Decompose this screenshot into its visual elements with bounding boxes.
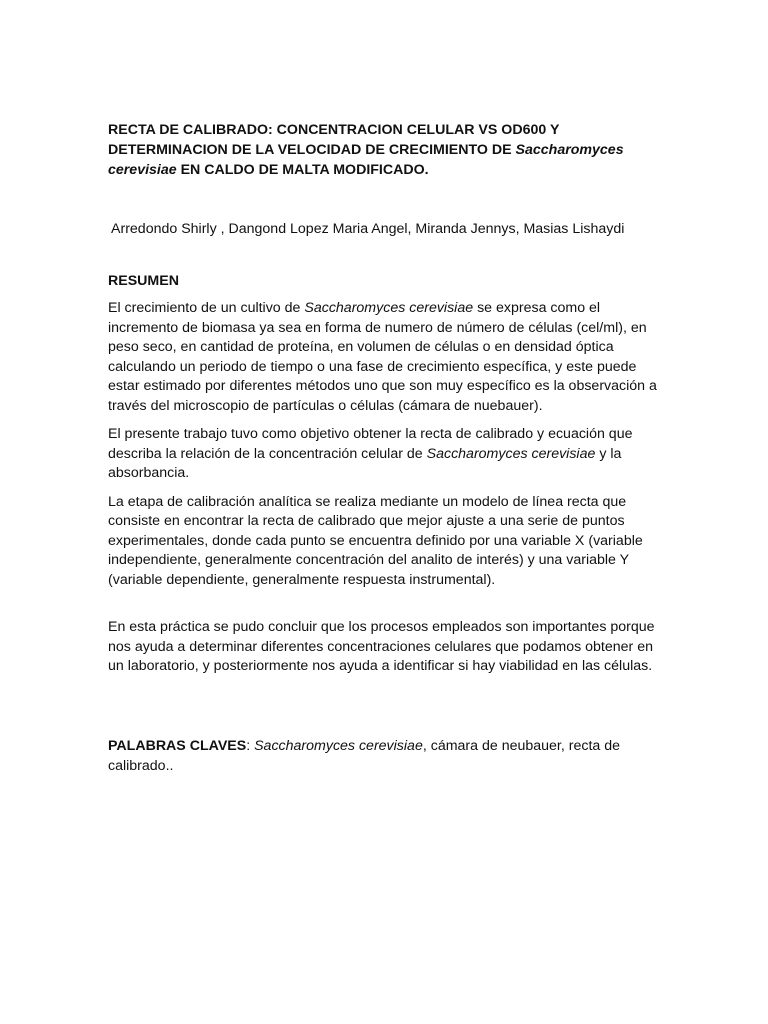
keywords-label: PALABRAS CLAVES <box>108 737 247 754</box>
keywords-species: Saccharomyces cerevisiae <box>254 737 423 754</box>
keywords-rest: , cámara de neubauer, recta de calibrado.. <box>108 737 621 774</box>
abstract-paragraph-2 <box>108 425 660 484</box>
abstract-p1-after: se expresa como el incremento de biomasa ya sea en forma de numero de número de células (cel/ml), en peso seco, en cantidad de proteína, en volumen de células o en densidad óptica calculando un periodo de tiempo o una fase de crecimiento específica, y este puede estar estimado por diferentes métodos uno que son muy específico es la observación a través del microscopio de partículas o células (cámara de nuebauer). <box>108 300 657 414</box>
title-species-name: Saccharomyces cerevisiae <box>108 142 624 178</box>
abstract-heading: RESUMEN <box>108 273 179 289</box>
document-page <box>108 120 660 776</box>
keywords-separator: : <box>246 737 255 754</box>
keywords-paragraph <box>108 736 660 776</box>
title-text-part1: RECTA DE CALIBRADO: CONCENTRACION CELULAR VS OD600 Y DETERMINACION DE LA VELOCIDAD DE CRECIMIENTO DE <box>108 122 560 158</box>
abstract-p2-after: y la absorbancia. <box>108 445 622 481</box>
abstract-paragraph-3: La etapa de calibración analítica se realiza mediante un modelo de línea recta que consiste en encontrar la recta de calibrado que mejor ajuste a una serie de puntos experimentales, donde cada punto se encuentra definido por una variable X (variable independiente, generalmente concentración del analito de interés) y una variable Y (variable dependiente, generalmente respuesta instrumental). <box>108 493 643 588</box>
abstract-paragraph-4: En esta práctica se pudo concluir que los procesos empleados son importantes porque nos ayuda a determinar diferentes concentraciones celulares que podamos obtener en un laboratorio, y posteriormente nos ayuda a identificar si hay viabilidad en las células. <box>108 619 655 674</box>
abstract-p2-before: El presente trabajo tuvo como objetivo obtener la recta de calibrado y ecuación que describa la relación de la concentración celular de <box>108 426 633 462</box>
abstract-p1-species: Saccharomyces cerevisiae <box>304 300 474 316</box>
title-text-part2: EN CALDO DE MALTA MODIFICADO. <box>176 162 429 178</box>
abstract-p2-species: Saccharomyces cerevisiae <box>426 445 596 462</box>
author-list: Arredondo Shirly , Dangond Lopez Maria Angel, Miranda Jennys, Masias Lishaydi <box>111 221 625 237</box>
document-title <box>108 120 660 180</box>
abstract-paragraph-1 <box>108 299 660 416</box>
abstract-p1-before: El crecimiento de un cultivo de <box>108 300 305 316</box>
